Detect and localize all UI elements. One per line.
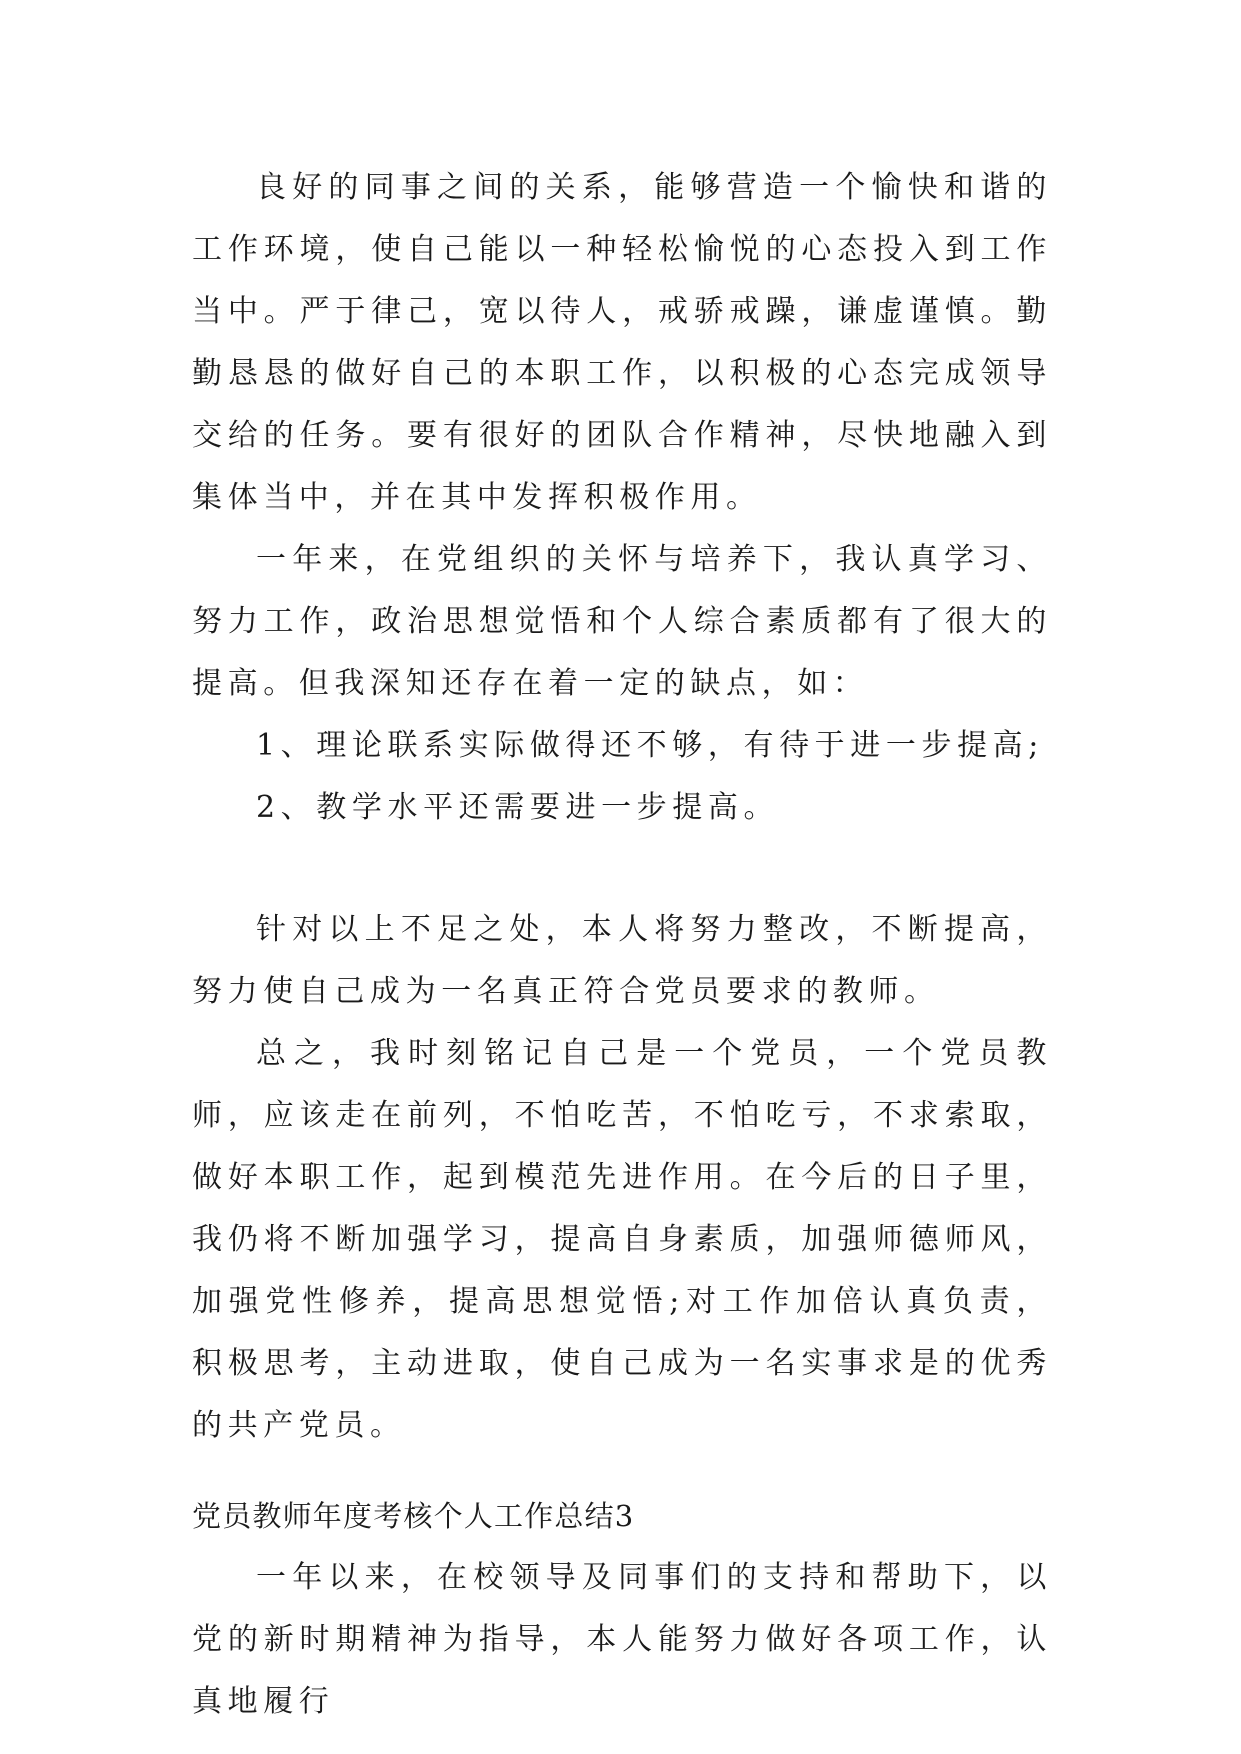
paragraph-colleague-relations: 良好的同事之间的关系，能够营造一个愉快和谐的工作环境，使自己能以一种轻松愉悦的心态投入到工作当中。严于律己，宽以待人，戒骄戒躁，谦虚谨慎。勤勤恳恳的做好自己的本职工作，以积极的心态完成领导交给的任务。要有很好的团队合作精神，尽快地融入到集体当中，并在其中发挥积极作用。	[192, 170, 1052, 515]
paragraph-improvement: 针对以上不足之处，本人将努力整改，不断提高，努力使自己成为一名真正符合党员要求的教师。	[192, 912, 1052, 1009]
paragraph-conclusion: 总之，我时刻铭记自己是一个党员，一个党员教师，应该走在前列，不怕吃苦，不怕吃亏，不求索取，做好本职工作，起到模范先进作用。在今后的日子里，我仍将不断加强学习，提高自身素质，加强师德师风，加强党性修养，提高思想觉悟;对工作加倍认真负责，积极思考，主动进取，使自己成为一名实事求是的优秀的共产党员。	[192, 1036, 1052, 1443]
paragraph-spacer	[192, 839, 1052, 899]
document-body	[192, 157, 1052, 1733]
paragraph-section-3-intro: 一年以来，在校领导及同事们的支持和帮助下，以党的新时期精神为指导，本人能努力做好各项工作，认真地履行	[192, 1560, 1052, 1719]
list-item-shortcoming-2: 2、教学水平还需要进一步提高。	[256, 790, 780, 825]
section-heading: 党员教师年度考核个人工作总结3	[192, 1499, 635, 1533]
list-item-shortcoming-1: 1、理论联系实际做得还不够，有待于进一步提高;	[256, 728, 1044, 763]
section-spacer	[192, 1457, 1052, 1485]
paragraph-year-review: 一年来，在党组织的关怀与培养下，我认真学习、努力工作，政治思想觉悟和个人综合素质都有了很大的提高。但我深知还存在着一定的缺点，如：	[192, 542, 1052, 701]
